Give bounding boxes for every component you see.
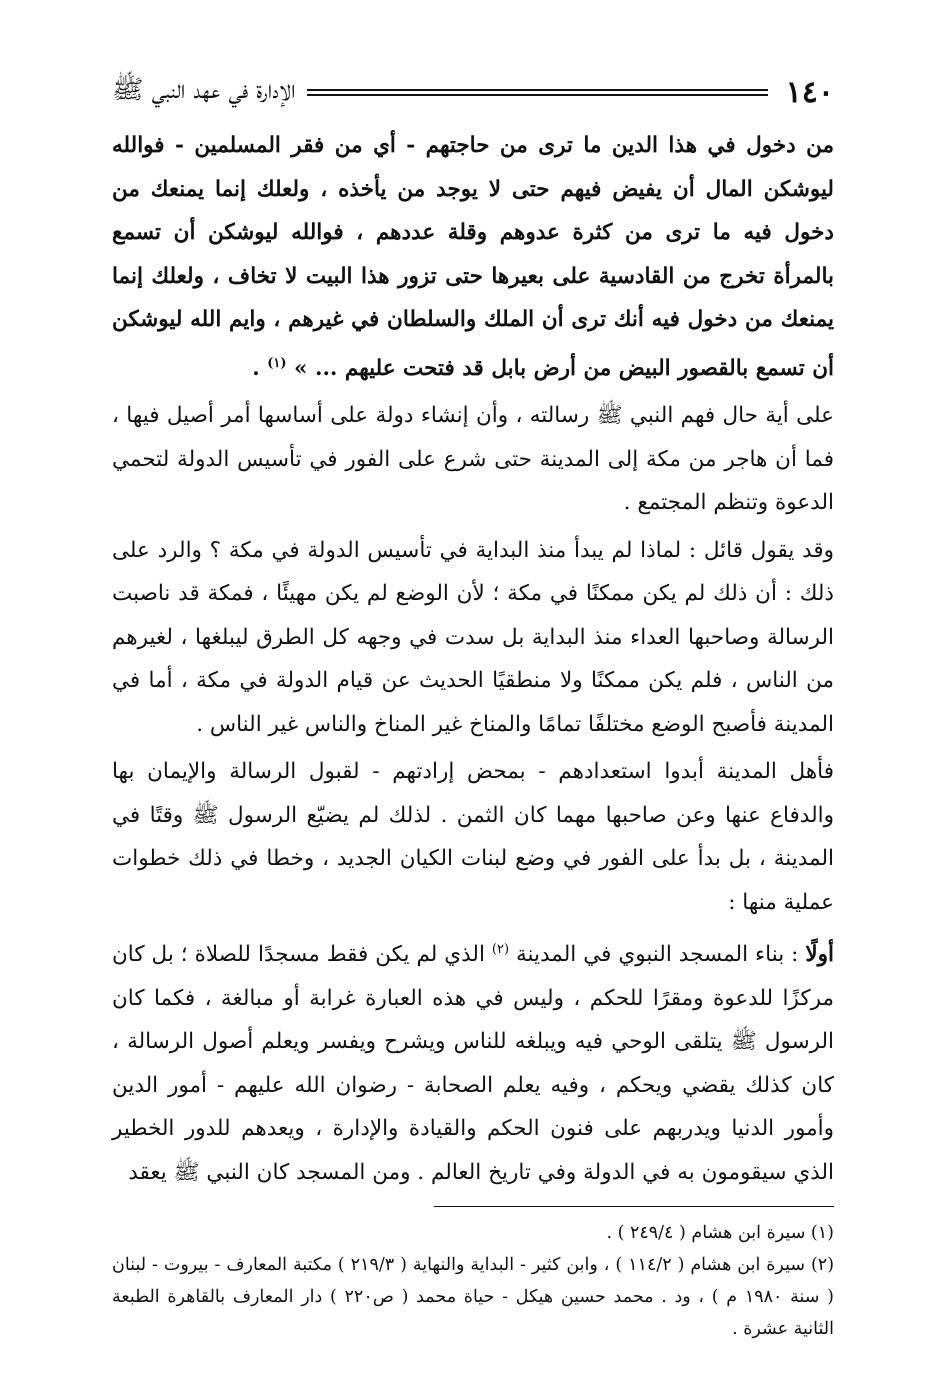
paragraph-tail: الذي لم يكن فقط مسجدًا للصلاة ؛ بل كان مركزًا للدعوة ومقرًا للحكم ، وليس في هذه العبارة غرابة أو مبالغة ، فكما كان الرسول ﷺ يتلقى الوحي فيه ويبلغه للناس ويشرح ويفسر ويعلم أصول الرسالة ، كان كذلك يقضي ويحكم ، وفيه يعلم الصحابة - رضوان الله عليهم - أمور الدين وأمور الدنيا ويدربهم على فنون الحكم والقيادة والإدارة ، ويعدهم للدور الخطير الذي سيقومون به في الدولة وفي تاريخ العالم . ومن المسجد كان النبي ﷺ يعقد <box>112 942 834 1185</box>
header-rule <box>307 89 767 96</box>
paragraph <box>112 750 834 924</box>
book-page <box>112 64 834 1345</box>
paragraph-tail: . <box>252 355 268 381</box>
footnote-ref: (١) <box>267 355 287 371</box>
page-header <box>112 64 834 120</box>
footnotes <box>112 1217 834 1345</box>
paragraph-text: وقد يقول قائل : لماذا لم يبدأ منذ البداية في تأسيس الدولة في مكة ؟ والرد على ذلك : أن ذلك لم يكن ممكنًا في مكة ؛ لأن الوضع لم يكن مهيئًا ، فمكة قد ناصبت الرسالة وصاحبها العداء منذ البداية بل سدت في وجهه كل الطرق ليبلغها ، لغيرهم من الناس ، فلم يكن ممكنًا ولا منطقيًا الحديث عن قيام الدولة في مكة ، أما في المدينة فأصبح الوضع مختلفًا تمامًا والمناخ غير المناخ والناس غير الناس . <box>112 537 834 737</box>
paragraph <box>112 529 834 747</box>
running-title: الإدارة في عهد النبي ﷺ <box>112 75 296 105</box>
footnote: (١) سيرة ابن هشام ( ٢٤٩/٤ ) . <box>606 1223 834 1244</box>
body-text <box>112 124 834 1194</box>
paragraph-text: فأهل المدينة أبدوا استعدادهم - بمحض إرادتهم - لقبول الرسالة والإيمان بها والدفاع عنها وعن صاحبها مهما كان الثمن . لذلك لم يضيّع الرسول ﷺ وقتًا في المدينة ، بل بدأ على الفور في وضع لبنات الكيان الجديد ، وخطا في ذلك خطوات عملية منها : <box>112 759 834 915</box>
paragraph-lead: أولًا <box>805 942 834 968</box>
footnote: (٢) سيرة ابن هشام ( ١١٤/٢ ) ، وابن كثير - البداية والنهاية ( ٢١٩/٣ ) مكتبة المعارف - بيروت - لبنان ( سنة ١٩٨٠ م ) ، ود . محمد حسين هيكل - حياة محمد ( ص٢٢٠ ) دار المعارف بالقاهرة الطبعة الثانية عشرة . <box>112 1255 835 1340</box>
paragraph-text: من دخول في هذا الدين ما ترى من حاجتهم - أي من فقر المسلمين - فوالله ليوشكن المال أن يفيض فيهم حتى لا يوجد من يأخذه ، ولعلك إنما يمنعك من دخول فيه ما ترى من كثرة عدوهم وقلة عددهم ، فوالله ليوشكن أن تسمع بالمرأة تخرج من القادسية على بعيرها حتى تزور هذا البيت لا تخاف ، ولعلك إنما يمنعك من دخول فيه أنك ترى أن الملك والسلطان في غيرهم ، وايم الله ليوشكن أن تسمع بالقصور البيض من أرض بابل قد فتحت عليهم ... » <box>112 133 834 381</box>
paragraph-text: على أية حال فهم النبي ﷺ رسالته ، وأن إنشاء دولة على أساسها أمر أصيل فيها ، فما أن هاجر من مكة إلى المدينة حتى شرع على الفور في تأسيس الدولة لتحمي الدعوة وتنظم المجتمع . <box>112 403 834 516</box>
footnote-rule <box>434 1206 834 1207</box>
page-number: ١٤٠ <box>785 74 834 110</box>
paragraph-quote <box>112 124 834 390</box>
paragraph-text: : بناء المسجد النبوي في المدينة <box>516 942 806 968</box>
footnote-ref: (٢) <box>491 942 510 958</box>
paragraph <box>112 394 834 525</box>
paragraph <box>112 928 834 1194</box>
